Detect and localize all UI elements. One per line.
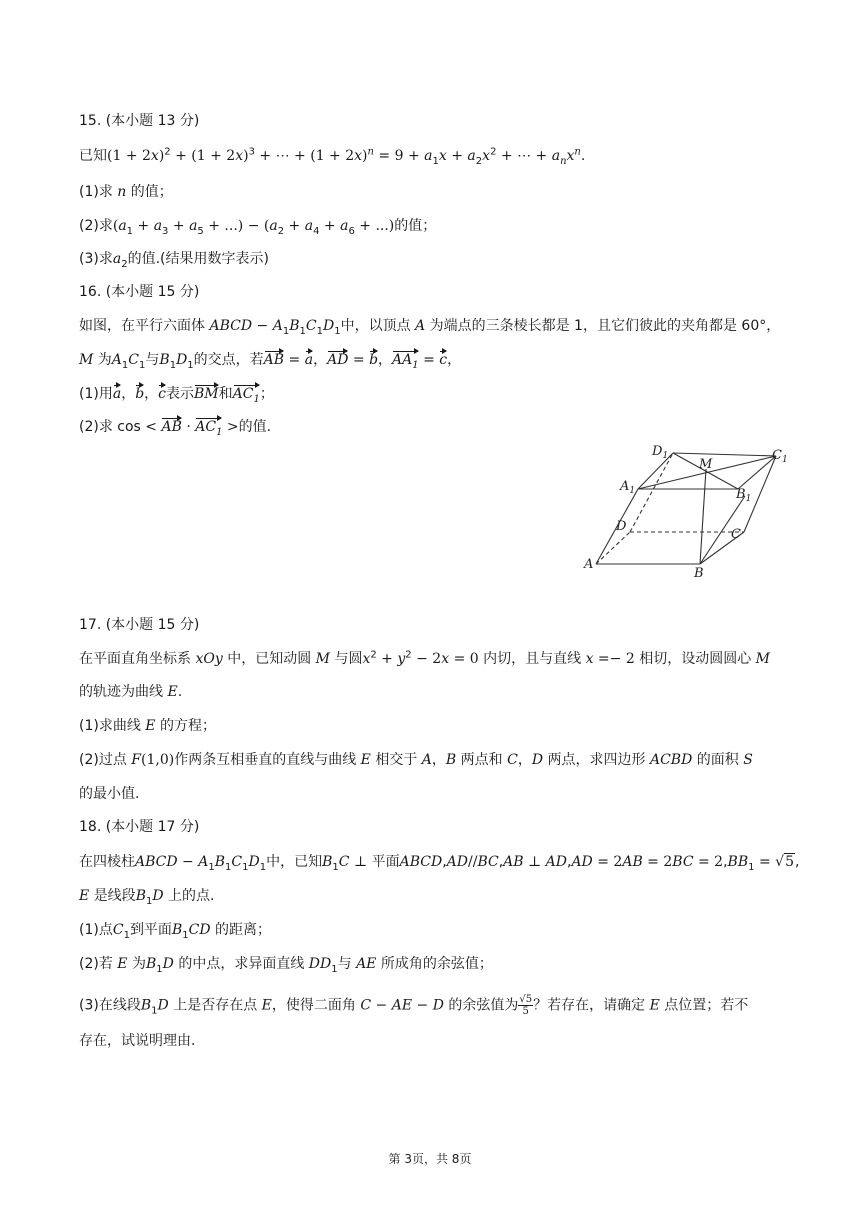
- p18-part2: (2)若 E 为$B_1D$ 的中点，求异面直线 $DD_1$与 AE 所成角的余弦值；: [79, 956, 493, 975]
- label-A1: $A_1$: [620, 479, 636, 496]
- p17-statement-1: 在平面直角坐标系 xOy 中，已知动圆 M 与圆$x^2 + y^2 - 2x = 0$ 内切，且与直线 x =− 2 相切，设动圆圆心 M: [79, 649, 771, 667]
- label-C1: $C_1$: [772, 448, 788, 465]
- p18-part3-cont: 存在，试说明理由.: [79, 1033, 196, 1049]
- page-footer: 第 3页，共 8页: [388, 1152, 472, 1166]
- segment-BM: [700, 469, 706, 564]
- p16-part1: (1)用a，b，c表示BM和$AC_1$；: [79, 386, 274, 405]
- label-A: A: [584, 557, 594, 572]
- p17-header: 17. (本小题 15 分): [79, 617, 200, 633]
- label-M: M: [699, 457, 713, 472]
- p15-part3: (3)求$a_2$的值.(结果用数字表示): [79, 251, 269, 270]
- p16-part2: (2)求 cos < AB · $AC_1$ >的值.: [79, 419, 272, 438]
- p18-header: 18. (本小题 17 分): [79, 819, 200, 835]
- parallelepiped-figure: [580, 440, 795, 580]
- p18-part1: (1)点$C_1$到平面$B_1CD$ 的距离；: [79, 922, 271, 941]
- p17-statement-2: 的轨迹为曲线 E.: [79, 684, 183, 700]
- p16-header: 16. (本小题 15 分): [79, 284, 200, 300]
- p15-header: 15. (本小题 13 分): [79, 113, 200, 129]
- label-C: C: [731, 527, 741, 542]
- label-D: D: [616, 519, 627, 534]
- p15-statement: 已知$(1 + 2x)^2 + (1 + 2x)^3$ + ⋯ + $(1 + 2x)^n = 9 + a_1x + a_2x^2$ + ⋯ + $a_nx^n$.: [79, 146, 586, 167]
- p17-part2-cont: 的最小值.: [79, 786, 140, 802]
- p18-part3: (3)在线段$B_1D$ 上是否存在点 E，使得二面角 C − AE − D 的余弦值为 $\frac{√5}{5}$ ？若存在，请确定 E 点位置；若不: [79, 994, 749, 1017]
- p17-part2: (2)过点 F(1,0)作两条互相垂直的直线与曲线 E 相交于 A，B 两点和 C，D 两点，求四边形 ACBD 的面积 S: [79, 752, 753, 768]
- p16-statement-1: 如图，在平行六面体 ABCD − $A_1B_1C_1D_1$中，以顶点 A 为端点的三条棱长都是 1，且它们彼此的夹角都是 60°，: [79, 318, 781, 337]
- edge-AD: [596, 532, 630, 564]
- p18-statement-1: 在四棱柱ABCD − $A_1B_1C_1D_1$中，已知$B_1C$ ⊥ 平面ABCD,AD//BC,AB ⊥ $AD,AD = 2AB = 2BC = 2,BB_1 = √5$,: [79, 854, 800, 873]
- p18-statement-2: E 是线段$B_1D$ 上的点.: [79, 888, 215, 907]
- p17-part1: (1)求曲线 E 的方程；: [79, 718, 216, 734]
- label-D1: $D_1$: [652, 444, 669, 461]
- edge-D1C1: [673, 453, 776, 456]
- label-B1: $B_1$: [736, 487, 752, 504]
- p16-statement-2: M 为$A_1C_1$与$B_1D_1$的交点，若AB = a，AD = b，$AA_1 = c$，: [79, 352, 462, 371]
- label-B: B: [694, 566, 704, 580]
- p15-part1: (1)求 n 的值；: [79, 184, 173, 200]
- p15-part2: (2)求($a_1 + a_3 + a_5$ + ...) − ($a_2 + a_4 + a_6$ + ...)的值；: [79, 218, 437, 237]
